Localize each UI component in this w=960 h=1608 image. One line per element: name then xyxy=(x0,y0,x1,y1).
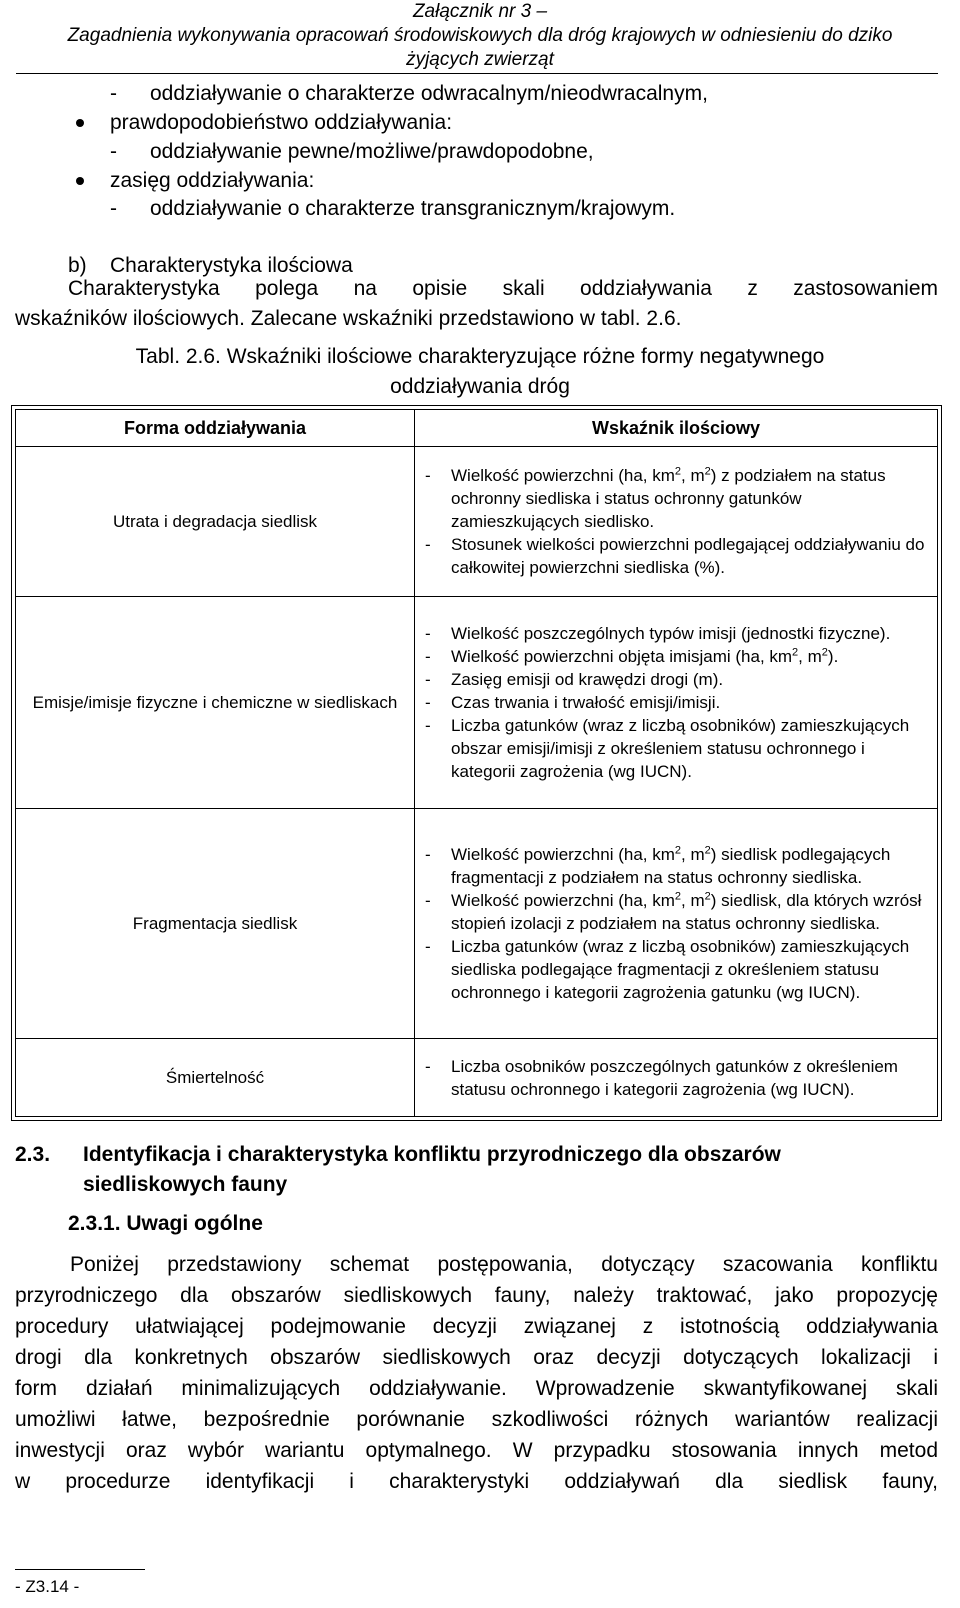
header-line-1: Załącznik nr 3 – xyxy=(412,1,548,22)
page-header xyxy=(0,0,960,72)
section-2-3-number: 2.3. xyxy=(15,1143,51,1166)
indicator-item xyxy=(425,622,931,645)
indicator-text: Czas trwania i trwałość emisji/imisji. xyxy=(451,693,721,712)
column-header-form: Forma oddziaływania xyxy=(16,410,415,447)
caption-line-2: oddziaływania dróg xyxy=(390,375,570,398)
indicator-item xyxy=(425,691,931,714)
indicator-text: Liczba gatunków (wraz z liczbą osobników) zamieszkujących obszar emisji/imisji z określeniem statusu ochronnego i kategorii zagrożenia (wg IUCN). xyxy=(451,716,910,781)
table-row xyxy=(16,809,938,1039)
bullet-icon xyxy=(76,177,84,185)
indicator-cell xyxy=(415,1039,938,1117)
dash-marker: - xyxy=(425,670,431,689)
table-row xyxy=(16,447,938,597)
page-number: - Z3.14 - xyxy=(15,1577,80,1596)
indicator-item xyxy=(425,714,931,783)
indicator-item xyxy=(425,645,931,668)
list-item-text: oddziaływanie o charakterze odwracalnym/nieodwracalnym, xyxy=(150,82,708,105)
dash-marker: - xyxy=(110,197,117,220)
indicator-item xyxy=(425,533,931,579)
paragraph-line: umożliwi łatwe, bezpośrednie porównanie szkodliwości różnych wariantów realizacji xyxy=(15,1408,938,1431)
indicator-text: Wielkość poszczególnych typów imisji (jednostki fizyczne). xyxy=(451,624,891,643)
indicator-item xyxy=(425,1055,931,1101)
paragraph-line: form działań minimalizujących oddziaływanie. Wprowadzenie skwantyfikowanej skali xyxy=(15,1377,938,1400)
dash-marker: - xyxy=(425,466,431,485)
table-caption xyxy=(0,342,960,402)
paragraph-line: inwestycji oraz wybór wariantu optymalnego. W przypadku stosowania innych metod xyxy=(15,1439,938,1462)
table-row xyxy=(16,1039,938,1117)
impact-form-cell: Fragmentacja siedlisk xyxy=(16,809,415,1039)
section-2-3-1-heading: 2.3.1. Uwagi ogólne xyxy=(68,1212,263,1235)
list-item-text: oddziaływanie pewne/możliwe/prawdopodobne, xyxy=(150,140,594,163)
list-item-text: oddziaływanie o charakterze transgranicznym/krajowym. xyxy=(150,197,676,220)
section-b-title: Charakterystyka ilościowa xyxy=(110,254,353,277)
dash-marker: - xyxy=(425,647,431,666)
dash-marker: - xyxy=(110,140,117,163)
indicator-cell xyxy=(415,597,938,809)
caption-line-1: Tabl. 2.6. Wskaźniki ilościowe charakteryzujące różne formy negatywnego xyxy=(135,345,825,368)
indicator-text: Wielkość powierzchni (ha, $km^2$, $m^2$) siedlisk, dla których wzrósł stopień izolacji z podziałem na status ochronny siedliska. xyxy=(451,890,922,933)
list-item-text: zasięg oddziaływania: xyxy=(110,169,315,192)
dash-marker: - xyxy=(425,891,431,910)
list-item xyxy=(0,80,960,108)
dash-marker: - xyxy=(425,937,431,956)
section-b-line-1: Charakterystyka polega na opisie skali oddziaływania z zastosowaniem xyxy=(68,277,938,300)
table-header-row xyxy=(16,410,938,447)
list-item xyxy=(0,138,960,166)
indicator-cell xyxy=(415,809,938,1039)
paragraph-line: w procedurze identyfikacji i charakterystyki oddziaływań dla siedlisk fauny, xyxy=(15,1470,938,1493)
footer-rule xyxy=(15,1569,145,1570)
indicator-text: Liczba gatunków (wraz z liczbą osobników) zamieszkujących siedliska podlegające fragmentacji z określeniem statusu ochronnego i kategorii zagrożenia gatunku (wg IUCN). xyxy=(451,937,910,1002)
list-item xyxy=(0,167,960,195)
section-2-3-title: Identyfikacja i charakterystyka konfliktu przyrodniczego dla obszarów siedliskowych fauny xyxy=(83,1143,781,1196)
indicator-item xyxy=(425,843,931,889)
dash-marker: - xyxy=(425,535,431,554)
header-line-2: Zagadnienia wykonywania opracowań środowiskowych dla dróg krajowych w odniesieniu do dziko xyxy=(67,25,893,46)
indicator-text: Wielkość powierzchni objęta imisjami (ha, $km^2$, $m^2$). xyxy=(451,646,839,666)
column-header-indicator: Wskaźnik ilościowy xyxy=(415,410,938,447)
impact-form-cell: Śmiertelność xyxy=(16,1039,415,1117)
section-b-line-2: wskaźników ilościowych. Zalecane wskaźniki przedstawiono w tabl. 2.6. xyxy=(15,307,682,330)
paragraph-line: drogi dla konkretnych obszarów siedliskowych oraz decyzji dotyczących lokalizacji i xyxy=(15,1346,938,1369)
dash-marker: - xyxy=(110,82,117,105)
indicator-item xyxy=(425,889,931,935)
list-item xyxy=(0,109,960,137)
indicator-text: Zasięg emisji od krawędzi drogi (m). xyxy=(451,670,724,689)
paragraph-line: przyrodniczego dla obszarów siedliskowych fauny, należy traktować, jako propozycję xyxy=(15,1284,938,1307)
paragraph-line: Poniżej przedstawiony schemat postępowania, dotyczący szacowania konfliktu xyxy=(70,1253,938,1276)
indicator-cell xyxy=(415,447,938,597)
indicator-item xyxy=(425,464,931,533)
impact-form-cell: Utrata i degradacja siedlisk xyxy=(16,447,415,597)
dash-marker: - xyxy=(425,716,431,735)
body-paragraph xyxy=(15,1249,938,1497)
header-rule xyxy=(16,73,938,74)
indicator-item xyxy=(425,935,931,1004)
dash-marker: - xyxy=(425,1056,431,1076)
table-row xyxy=(16,597,938,809)
indicator-text: Stosunek wielkości powierzchni podlegającej oddziaływaniu do całkowitej powierzchni siedliska (%). xyxy=(451,535,925,577)
indicator-text: Liczba osobników poszczególnych gatunków z określeniem statusu ochronnego i kategorii zagrożenia (wg IUCN). xyxy=(451,1056,898,1099)
paragraph-line: procedury ułatwiającej podejmowanie decyzji związanej z istotnością oddziaływania xyxy=(15,1315,938,1338)
indicator-text: Wielkość powierzchni (ha, $km^2$, $m^2$) siedlisk podlegających fragmentacji z podziałem na status ochronny siedliska. xyxy=(451,844,891,887)
list-item-text: prawdopodobieństwo oddziaływania: xyxy=(110,111,453,134)
indicators-table xyxy=(15,409,938,1117)
dash-marker: - xyxy=(425,845,431,864)
dash-marker: - xyxy=(425,624,431,643)
section-b-letter: b) xyxy=(68,254,87,277)
header-line-3: żyjących zwierząt xyxy=(406,49,554,70)
indicator-text: Wielkość powierzchni (ha, $km^2$, $m^2$) z podziałem na status ochronny siedliska i status ochronny gatunków zamieszkujących siedlisko. xyxy=(451,465,886,531)
bullet-icon xyxy=(76,119,84,127)
list-item xyxy=(0,195,960,223)
dash-marker: - xyxy=(425,693,431,712)
impact-form-cell: Emisje/imisje fizyczne i chemiczne w siedliskach xyxy=(16,597,415,809)
indicator-item xyxy=(425,668,931,691)
